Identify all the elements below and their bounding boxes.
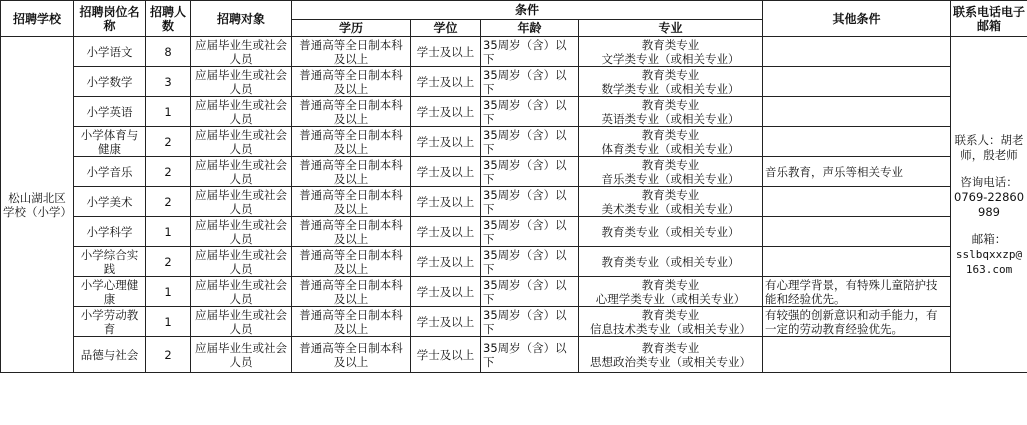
degree-cell: 学士及以上 [411,337,481,373]
count-cell: 8 [146,37,191,67]
position-cell: 小学语文 [74,37,146,67]
header-conditions: 条件 [292,1,763,20]
education-cell: 普通高等全日制本科及以上 [292,127,411,157]
table-row [1,187,1027,217]
major-cell [579,217,763,247]
major-line: 信息技术类专业（或相关专业） [590,321,751,336]
other-conditions-cell [763,97,951,127]
other-conditions-cell: 音乐教育，声乐等相关专业 [763,157,951,187]
major-line: 教育类专业 [641,340,700,355]
phone-label: 咨询电话： [960,174,1018,189]
education-cell: 普通高等全日制本科及以上 [292,337,411,373]
age-cell: 35周岁（含）以下 [481,337,579,373]
header-position: 招聘岗位名称 [74,1,146,37]
age-cell: 35周岁（含）以下 [481,127,579,157]
target-cell: 应届毕业生或社会人员 [191,37,292,67]
table-row [1,127,1027,157]
other-conditions-cell [763,247,951,277]
header-count: 招聘人数 [146,1,191,37]
degree-cell: 学士及以上 [411,67,481,97]
major-line: 美术类专业（或相关专业） [601,201,740,216]
count-cell: 1 [146,277,191,307]
age-cell: 35周岁（含）以下 [481,217,579,247]
email-label: 邮箱： [971,231,1007,246]
major-line: 教育类专业 [641,277,700,292]
education-cell: 普通高等全日制本科及以上 [292,157,411,187]
education-cell: 普通高等全日制本科及以上 [292,247,411,277]
contact-cell [951,37,1027,373]
target-cell: 应届毕业生或社会人员 [191,217,292,247]
position-cell: 品德与社会 [74,337,146,373]
major-line: 教育类专业（或相关专业） [601,224,740,239]
count-cell: 3 [146,67,191,97]
other-conditions-cell [763,67,951,97]
major-line: 心理学类专业（或相关专业） [595,291,746,306]
education-cell: 普通高等全日制本科及以上 [292,97,411,127]
position-cell: 小学综合实践 [74,247,146,277]
header-contact: 联系电话电子邮箱 [951,1,1027,37]
table-row [1,37,1027,67]
table-body [1,37,1027,373]
header-major: 专业 [579,20,763,37]
education-cell: 普通高等全日制本科及以上 [292,187,411,217]
major-line: 教育类专业 [641,127,700,142]
table-row [1,337,1027,373]
major-line: 教育类专业 [641,97,700,112]
position-cell: 小学心理健康 [74,277,146,307]
table-row [1,277,1027,307]
count-cell: 2 [146,127,191,157]
major-line: 思想政治类专业（或相关专业） [590,354,751,369]
count-cell: 1 [146,97,191,127]
count-cell: 2 [146,187,191,217]
contact-person: 联系人：胡老师，殷老师 [954,132,1024,162]
other-conditions-cell [763,127,951,157]
header-school: 招聘学校 [1,1,74,37]
major-line: 教育类专业 [641,37,700,52]
major-line: 教育类专业 [641,307,700,322]
position-cell: 小学音乐 [74,157,146,187]
degree-cell: 学士及以上 [411,277,481,307]
position-cell: 小学美术 [74,187,146,217]
degree-cell: 学士及以上 [411,157,481,187]
count-cell: 1 [146,307,191,337]
major-cell [579,277,763,307]
table-row [1,247,1027,277]
major-line: 教育类专业 [641,67,700,82]
major-cell [579,127,763,157]
count-cell: 2 [146,337,191,373]
table-row [1,217,1027,247]
count-cell: 2 [146,247,191,277]
target-cell: 应届毕业生或社会人员 [191,127,292,157]
major-line: 教育类专业 [641,157,700,172]
education-cell: 普通高等全日制本科及以上 [292,37,411,67]
header-age: 年龄 [481,20,579,37]
target-cell: 应届毕业生或社会人员 [191,157,292,187]
degree-cell: 学士及以上 [411,127,481,157]
email-address: sslbqxxzp@163.com [955,247,1023,276]
major-line: 体育类专业（或相关专业） [601,141,740,156]
target-cell: 应届毕业生或社会人员 [191,247,292,277]
major-cell [579,337,763,373]
education-cell: 普通高等全日制本科及以上 [292,217,411,247]
table-row [1,157,1027,187]
degree-cell: 学士及以上 [411,97,481,127]
target-cell: 应届毕业生或社会人员 [191,187,292,217]
age-cell: 35周岁（含）以下 [481,37,579,67]
age-cell: 35周岁（含）以下 [481,277,579,307]
header-target: 招聘对象 [191,1,292,37]
target-cell: 应届毕业生或社会人员 [191,67,292,97]
phone-number: 0769-22860989 [954,189,1025,219]
age-cell: 35周岁（含）以下 [481,187,579,217]
other-conditions-cell: 有较强的创新意识和动手能力，有一定的劳动教育经验优先。 [763,307,951,337]
target-cell: 应届毕业生或社会人员 [191,307,292,337]
header-degree: 学位 [411,20,481,37]
position-cell: 小学科学 [74,217,146,247]
degree-cell: 学士及以上 [411,247,481,277]
degree-cell: 学士及以上 [411,217,481,247]
education-cell: 普通高等全日制本科及以上 [292,307,411,337]
major-line: 音乐类专业（或相关专业） [601,171,740,186]
degree-cell: 学士及以上 [411,307,481,337]
age-cell: 35周岁（含）以下 [481,307,579,337]
major-cell [579,187,763,217]
education-cell: 普通高等全日制本科及以上 [292,277,411,307]
count-cell: 2 [146,157,191,187]
major-cell [579,157,763,187]
age-cell: 35周岁（含）以下 [481,247,579,277]
table-row [1,67,1027,97]
age-cell: 35周岁（含）以下 [481,97,579,127]
position-cell: 小学体育与健康 [74,127,146,157]
school-name-cell: 松山湖北区学校（小学） [1,37,74,373]
table-row [1,97,1027,127]
position-cell: 小学数学 [74,67,146,97]
major-line: 英语类专业（或相关专业） [601,111,740,126]
position-cell: 小学劳动教育 [74,307,146,337]
degree-cell: 学士及以上 [411,187,481,217]
major-line: 教育类专业 [641,187,700,202]
target-cell: 应届毕业生或社会人员 [191,337,292,373]
header-other: 其他条件 [763,1,951,37]
target-cell: 应届毕业生或社会人员 [191,97,292,127]
header-education: 学历 [292,20,411,37]
target-cell: 应届毕业生或社会人员 [191,277,292,307]
other-conditions-cell [763,37,951,67]
degree-cell: 学士及以上 [411,37,481,67]
major-cell [579,307,763,337]
major-line: 教育类专业（或相关专业） [601,254,740,269]
education-cell: 普通高等全日制本科及以上 [292,67,411,97]
age-cell: 35周岁（含）以下 [481,157,579,187]
count-cell: 1 [146,217,191,247]
age-cell: 35周岁（含）以下 [481,67,579,97]
other-conditions-cell [763,337,951,373]
major-cell [579,67,763,97]
major-line: 文学类专业（或相关专业） [601,51,740,66]
major-cell [579,37,763,67]
major-cell [579,247,763,277]
other-conditions-cell [763,217,951,247]
other-conditions-cell: 有心理学背景，有特殊儿童陪护技能和经验优先。 [763,277,951,307]
major-line: 数学类专业（或相关专业） [601,81,740,96]
position-cell: 小学英语 [74,97,146,127]
table-row [1,307,1027,337]
other-conditions-cell [763,187,951,217]
major-cell [579,97,763,127]
